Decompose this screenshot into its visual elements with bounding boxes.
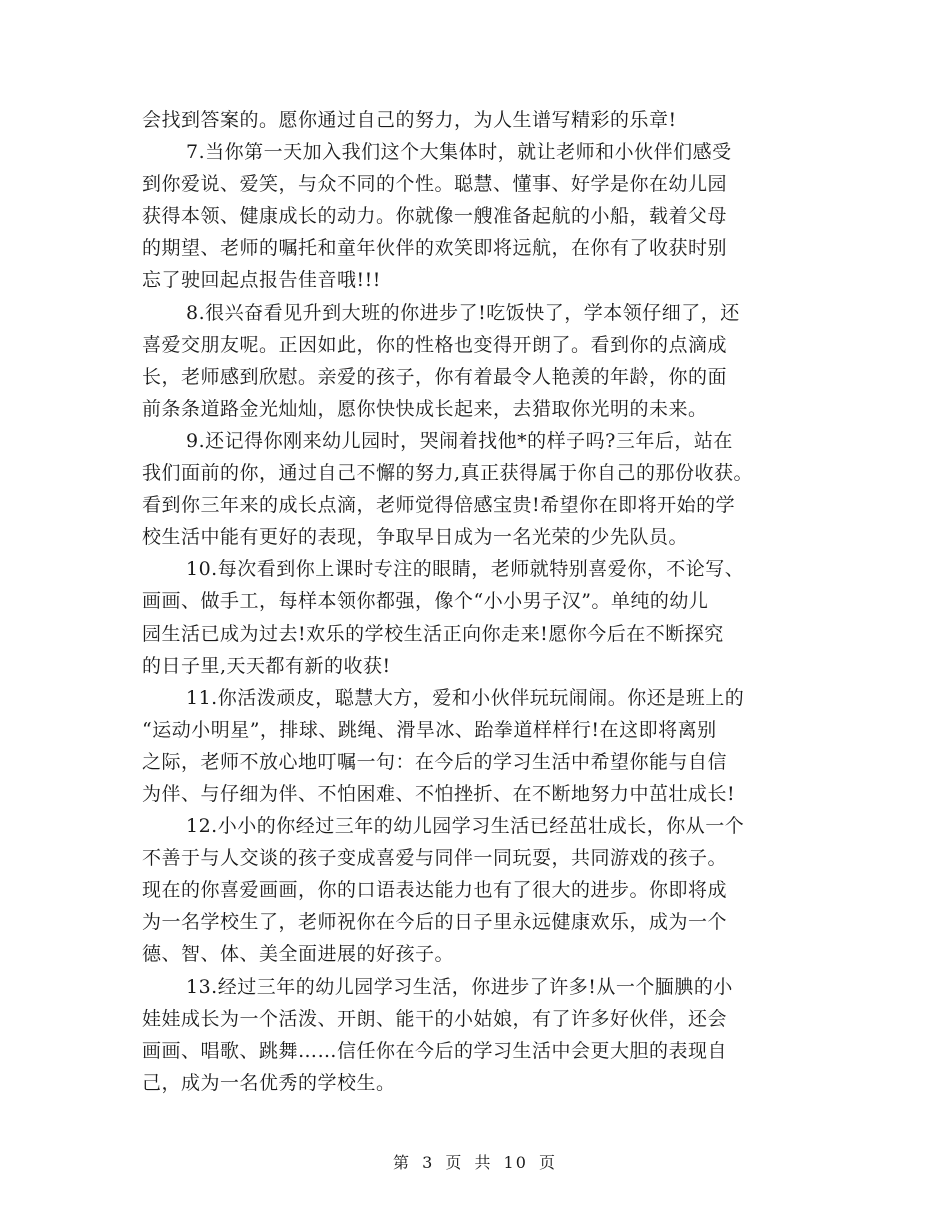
paragraph-13-line: 画画、唱歌、跳舞……信任你在今后的学习生活中会更大胆的表现自 [142,1039,728,1062]
document-body [142,104,822,1099]
paragraph-8-line: 8.很兴奋看见升到大班的你进步了!吃饭快了，学本领仔细了，还 [186,301,740,324]
paragraph-9-line: 9.还记得你刚来幼儿园时，哭闹着找他*的样子吗?三年后，站在 [186,429,733,452]
paragraph-11-line: 11.你活泼顽皮，聪慧大方，爱和小伙伴玩玩闹闹。你还是班上的 [186,686,745,709]
paragraph-11-line: 之际，老师不放心地叮嘱一句：在今后的学习生活中希望你能与自信 [142,750,728,773]
paragraph-11-line: 为伴、与仔细为伴、不怕困难、不怕挫折、在不断地努力中茁壮成长! [142,782,736,805]
paragraph-10-line: 的日子里,天天都有新的收获! [142,654,391,677]
paragraph-10-line: 园生活已成为过去!欢乐的学校生活正向你走来!愿你今后在不断探究 [142,622,724,645]
paragraph-10-line: 10.每次看到你上课时专注的眼睛，老师就特别喜爱你，不论写、 [186,558,745,581]
paragraph-12-line: 为一名学校生了，老师祝你在今后的日子里永远健康欢乐，成为一个 [142,911,728,934]
paragraph-11-line: “运动小明星”，排球、跳绳、滑旱冰、跆拳道样样行!在这即将离别 [142,718,717,741]
paragraph-7-line: 获得本领、健康成长的动力。你就像一艘准备起航的小船，载着父母 [142,205,728,228]
paragraph-12-line: 现在的你喜爱画画，你的口语表达能力也有了很大的进步。你即将成 [142,879,728,902]
paragraph-9-line: 看到你三年来的成长点滴，老师觉得倍感宝贵!希望你在即将开始的学 [142,494,736,517]
paragraph-8-line: 前条条道路金光灿灿，愿你快快成长起来，去猎取你光明的未来。 [142,397,708,420]
paragraph-continuation-line: 会找到答案的。愿你通过自己的努力，为人生谱写精彩的乐章! [142,109,677,131]
paragraph-10-line: 画画、做手工，每样本领你都强，像个“小小男子汉”。单纯的幼儿 [142,590,709,613]
paragraph-7-line: 忘了驶回起点报告佳音哦!!! [142,269,381,292]
paragraph-12-line: 12.小小的你经过三年的幼儿园学习生活已经茁壮成长，你从一个 [186,815,745,838]
paragraph-12-line: 德、智、体、美全面进展的好孩子。 [142,943,455,966]
paragraph-8-line: 喜爱交朋友呢。正因如此，你的性格也变得开朗了。看到你的点滴成 [142,333,728,356]
paragraph-13-line: 13.经过三年的幼儿园学习生活，你进步了许多!从一个腼腆的小 [186,975,733,998]
paragraph-7-line: 的期望、老师的嘱托和童年伙伴的欢笑即将远航，在你有了收获时别 [142,237,728,260]
paragraph-13-line: 己，成为一名优秀的学校生。 [142,1071,396,1094]
paragraph-12-line: 不善于与人交谈的孩子变成喜爱与同伴一同玩耍，共同游戏的孩子。 [142,847,728,870]
paragraph-8-line: 长，老师感到欣慰。亲爱的孩子，你有着最令人艳羡的年龄，你的面 [142,365,728,388]
paragraph-9-line: 校生活中能有更好的表现，争取早日成为一名光荣的少先队员。 [142,526,689,549]
page-number-footer: 第 3 页 共 10 页 [393,1153,557,1172]
paragraph-7-line: 7.当你第一天加入我们这个大集体时，就让老师和小伙伴们感受 [186,141,732,164]
paragraph-13-line: 娃娃成长为一个活泼、开朗、能干的小姑娘，有了许多好伙伴，还会 [142,1007,728,1030]
paragraph-7-line: 到你爱说、爱笑，与众不同的个性。聪慧、懂事、好学是你在幼儿园 [142,173,728,196]
paragraph-9-line: 我们面前的你，通过自己不懈的努力,真正获得属于你自己的那份收获。 [142,462,754,485]
